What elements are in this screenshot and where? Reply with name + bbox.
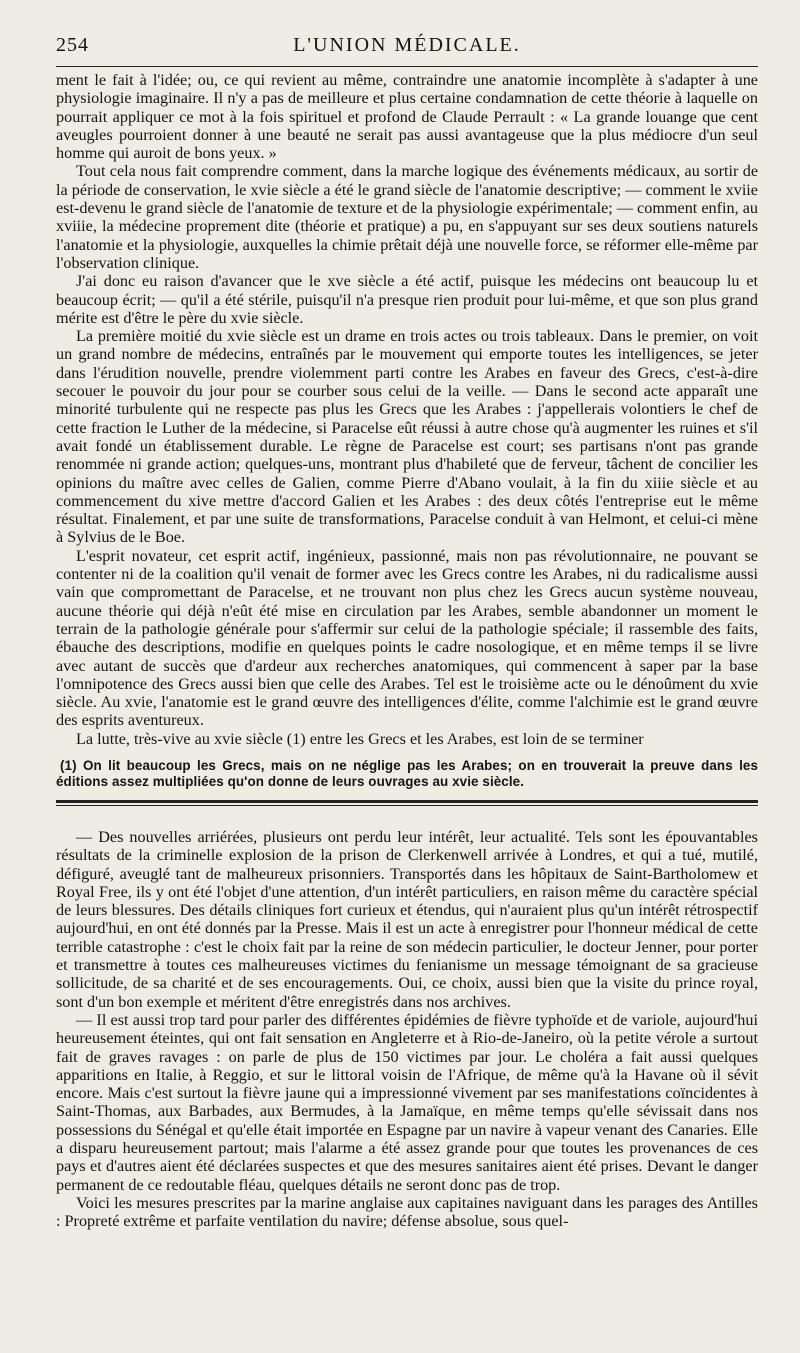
paragraph: ment le fait à l'idée; ou, ce qui revient au même, contraindre une anatomie incomplète à s'adapter à une physiologie imaginaire. Il n'y a pas de meilleure et plus certaine condamnation de cette théorie à laquelle on pourrait appliquer ce mot à la fois spirituel et profond de Claude Perrault : « La grande louange que cent aveugles pourroient donner à une beauté ne serait pas aussi avantageuse que la plus médiocre d'un seul homme qui auroit de bons yeux. » [56,71,758,163]
paragraph: L'esprit novateur, cet esprit actif, ingénieux, passionné, mais non pas révolutionnaire, ne pouvant se contenter ni de la coalition qu'il venait de former avec les Grecs contre les Arabes, ni du radicalisme aussi vain que compromettant de Paracelse, et ne trouvant non plus chez les Grecs aucun système nouveau, aucune théorie qui déjà n'eût été mise en circulation par les Arabes, semble abandonner un moment le terrain de la pathologie générale pour s'affermir sur celui de la pathologie spéciale; il rassemble des faits, ébauche des descriptions, modifie en quelques points le cadre nosologique, et en même temps il se livre avec autant de succès que d'ardeur aux recherches anatomiques, qui commencent à saper par la base l'omnipotence des Grecs aussi bien que celle des Arabes. Tel est le troisième acte ou le dénoûment du xvie siècle. Au xvie, l'anatomie est le grand œuvre des intelligences d'élite, comme l'alchimie est le grand œuvre des esprits aventureux. [56,546,758,730]
page-header [56,26,758,66]
running-title: L'UNION MÉDICALE. [293,34,521,56]
paragraph: La lutte, très-vive au xvie siècle (1) entre les Grecs et les Arabes, est loin de se terminer [76,729,644,748]
news-paragraph: — Des nouvelles arriérées, plusieurs ont perdu leur intérêt, leur actualité. Tels sont les épouvantables résultats de la criminelle explosion de la prison de Clerkenwell arrivée à Londres, et qui a tué, mutilé, défiguré, aveuglé tant de malheureux prisonniers. Transportés dans les hôpitaux de Saint-Bartholomew et Royal Free, ils y ont été l'objet d'une attention, d'un intérêt particuliers, en raison même du caractère spécial de leurs blessures. Des détails cliniques fort curieux et étendus, qui n'auraient plus qu'un intérêt rétrospectif aujourd'hui, en ont été donnés par la Presse. Mais il est un acte à enregistrer pour l'honneur médical de cette terrible catastrophe : c'est le choix fait par la reine de son médecin particulier, le docteur Jenner, pour porter et transmettre à toutes ces malheureuses victimes du fenianisme un message témoignant de sa gracieuse sollicitude, de sa charité et de ses encouragements. Oui, ce choix, aussi bien que la visite du prince royal, sont d'un bon exemple et méritent d'être enregistrés dans nos archives. [56,827,758,1011]
paragraph: J'ai donc eu raison d'avancer que le xve siècle a été actif, puisque les médecins ont beaucoup lu et beaucoup écrit; — qu'il a été stérile, puisqu'il n'a presque rien produit pour lui-même, et que son plus grand mérite est d'être le père du xvie siècle. [56,272,758,327]
page-number: 254 [56,34,89,56]
news-paragraph: Voici les mesures prescrites par la marine anglaise aux capitaines naviguant dans les parages des Antilles : Propreté extrême et parfaite ventilation du navire; défense absolue, sous quel- [56,1193,758,1231]
main-article [56,71,758,790]
paragraph: Tout cela nous fait comprendre comment, dans la marche logique des événements médicaux, au sortir de la période de conservation, le xvie siècle a été le grand siècle de l'anatomie descriptive; — comment le xviie est-devenu le grand siècle de l'anatomie de texture et de la physiologie expérimentale; — comment enfin, au xviiie, la médecine proprement dite (théorie et pratique) a pu, en s'appuyant sur ses deux soutiens naturels l'anatomie et la physiologie, auxquelles la chimie prêtait déjà une nouvelle force, se réformer elle-même par l'observation clinique. [56,162,758,272]
news-section [56,828,758,1231]
paragraph: La première moitié du xvie siècle est un drame en trois actes ou trois tableaux. Dans le premier, on voit un grand nombre de médecins, entraînés par le mouvement qui emporte toutes les intelligences, se jeter dans l'érudition nouvelle, prendre violemment parti contre les Arabes en faveur des Grecs, c'est-à-dire secouer le pouvoir du jour pour se courber sous celui de la veille. — Dans le second acte apparaît une minorité turbulente qui ne respecte pas plus les Grecs que les Arabes : j'appellerais volontiers le chef de cette fraction le Luther de la médecine, si Paracelse eût réussi à autre chose qu'à augmenter les ruines et s'il avait fondé un établissement durable. Le règne de Paracelse est court; ses partisans n'ont pas grande renommée ni grande action; quelques-uns, montrant plus d'habileté que de ferveur, tâchent de concilier les opinions du maître avec celles de Galien, comme Pierre d'Abano voulait, à la fin du xiiie siècle et au commencement du xive mettre d'accord Galien et les Arabes : des deux côtés l'entreprise eut le même résultat. Finalement, et par une suite de transformations, Paracelse conduit à van Helmont, et celui-ci mène à Sylvius de le Boe. [56,327,758,547]
footnote: (1) On lit beaucoup les Grecs, mais on ne néglige pas les Arabes; on en trouverait la preuve dans les éditions assez multipliées qu'on donne de leurs ouvrages au xvie siècle. [56,757,758,789]
header-rule [56,66,758,67]
news-paragraph: — Il est aussi trop tard pour parler des différentes épidémies de fièvre typhoïde et de variole, aujourd'hui heureusement éteintes, qui ont fait sensation en Angleterre et à Rio-de-Janeiro, où la petite vérole a surtout fait de graves ravages : on parle de plus de 150 victimes par jour. Le choléra a fait aussi quelques apparitions en Italie, à Reggio, et sur le littoral voisin de l'Afrique, de même qu'à la Havane où il sévit encore. Mais c'est surtout la fièvre jaune qui a impressionné vivement par ses manifestations coïncidentes à Saint-Thomas, aux Barbades, aux Bermudes, à la Jamaïque, en même temps qu'elle sévissait dans nos possessions du Sénégal et qu'elle était importée en Espagne par un navire à vapeur venant des Canaries. Elle a disparu heureusement partout; mais l'alarme a été assez grande pour que toutes les provenances de ces pays et d'autres aient été déclarées suspectes et que des mesures sanitaires aient été prises. Devant le danger permanent de ce redoutable fléau, quelques détails ne seront donc pas de trop. [56,1010,758,1194]
section-divider [56,800,758,806]
